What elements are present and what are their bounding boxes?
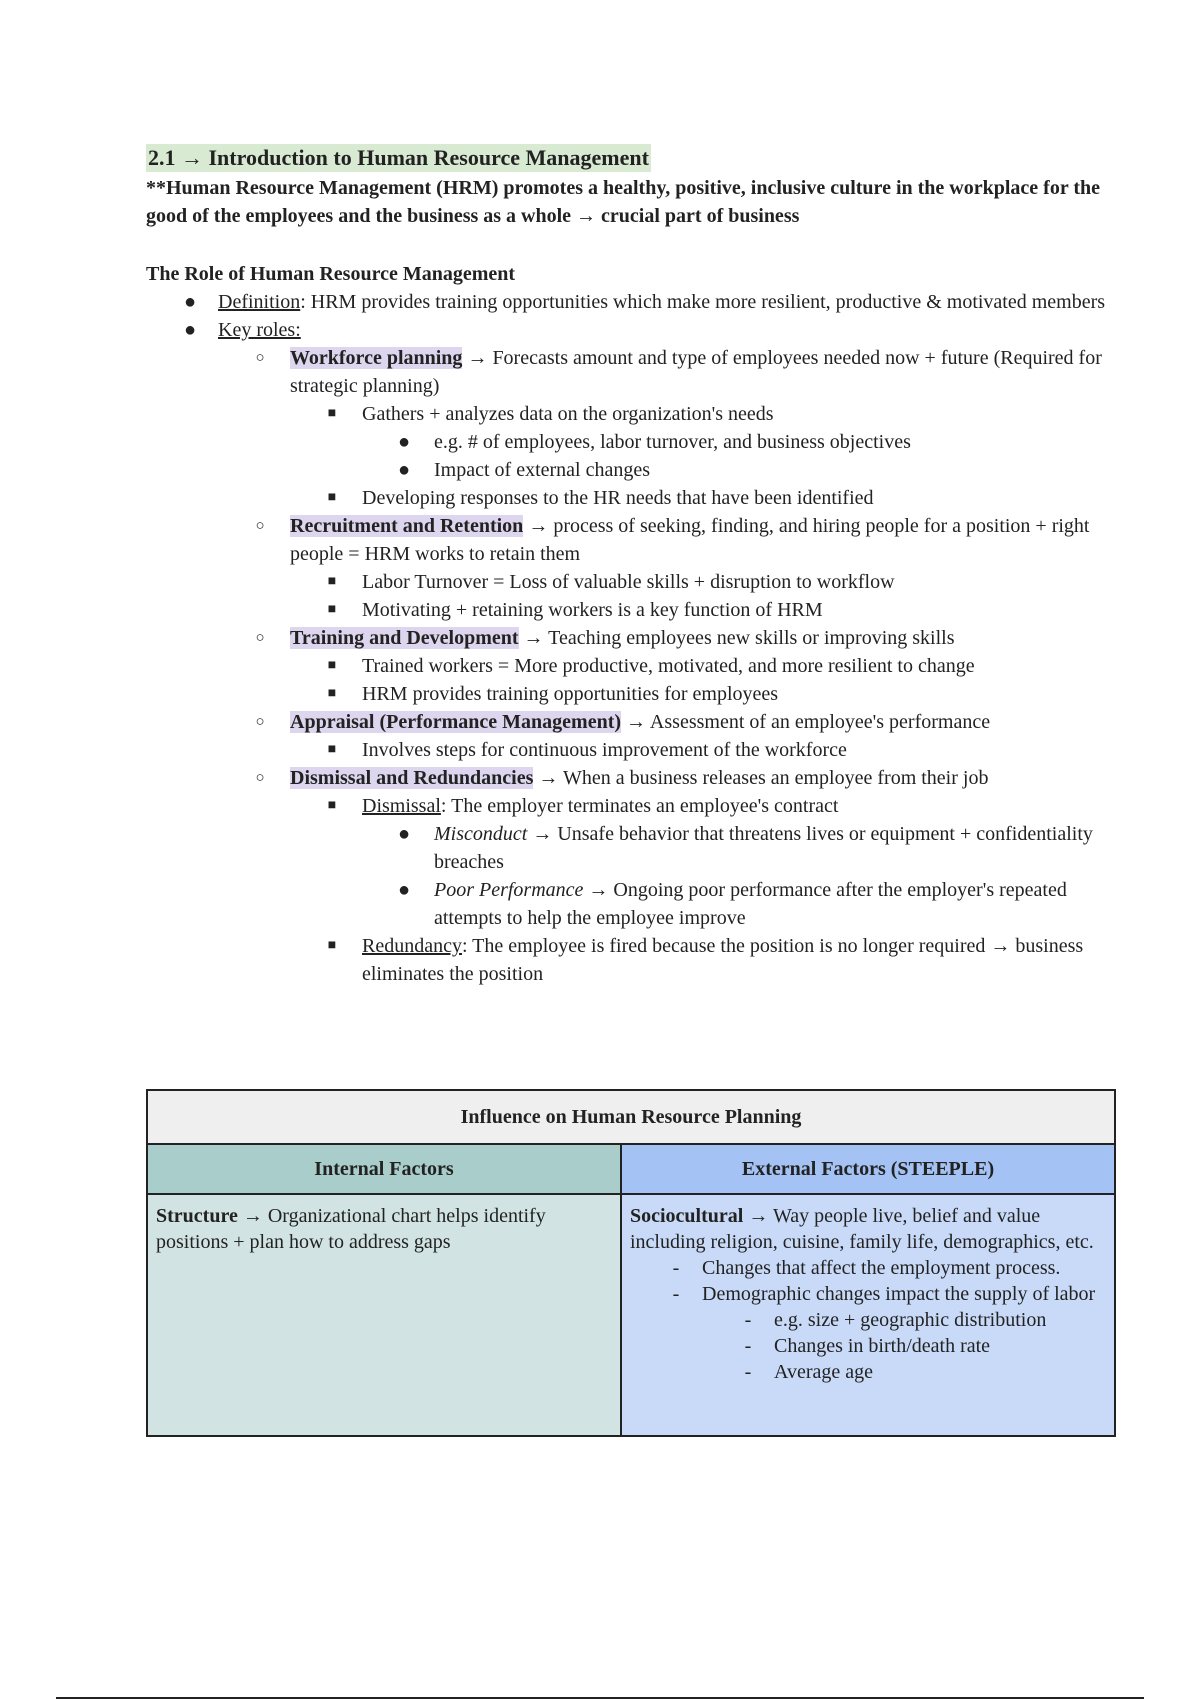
bullet-marker: ● [397,879,411,901]
structure-label: Structure [156,1205,238,1227]
sub-item [146,596,1116,624]
bullet-marker: ● [397,459,411,481]
dash-marker: - [744,1309,752,1331]
sub-item [146,652,1116,680]
intro-paragraph: **Human Resource Management (HRM) promotes a healthy, positive, inclusive culture in the workplace for the good of the employees and the business as a whole → crucial part of business [146,177,1101,227]
sub-item-text: Trained workers = More productive, motivated, and more resilient to change [362,655,975,677]
role-workforce-planning [146,344,1116,400]
square-marker: ■ [327,742,337,757]
key-roles-label: Key roles: [218,319,301,341]
dash-item [630,1255,1106,1281]
role-label: Recruitment and Retention [290,515,524,537]
sub-item-text: Gathers + analyzes data on the organization's needs [362,403,774,425]
bullet-marker: ● [183,319,197,341]
square-marker: ■ [327,798,337,813]
sub-sub-item [146,456,1116,484]
sociocultural-label: Sociocultural [630,1205,744,1227]
internal-factors-cell [147,1194,621,1436]
bullet-marker: ● [397,431,411,453]
role-appraisal [146,708,1116,736]
square-marker: ■ [327,658,337,673]
internal-factors-header: Internal Factors [147,1144,621,1194]
dash-item-text: Average age [774,1361,874,1383]
circle-marker: ○ [255,350,265,366]
page-title: 2.1 → Introduction to Human Resource Management [148,145,649,170]
hr-planning-table [146,1089,1116,1437]
page-bottom-rule [56,1697,1144,1699]
sub-item [146,400,1116,428]
square-marker: ■ [327,406,337,421]
circle-marker: ○ [255,714,265,730]
dash-item [630,1281,1106,1307]
role-label: Dismissal and Redundancies [290,767,534,789]
key-roles-item [146,316,1116,344]
sub-item [146,792,1116,820]
redundancy-label: Redundancy [362,935,462,957]
external-factors-cell [621,1194,1115,1436]
dash-sub-item [630,1359,1106,1385]
dismissal-label: Dismissal [362,795,441,817]
sub-item-text: Involves steps for continuous improvement of the workforce [362,739,847,761]
role-text: → When a business releases an employee from their job [533,767,989,789]
square-marker: ■ [327,490,337,505]
role-label: Workforce planning [290,347,463,369]
definition-label: Definition [218,291,301,313]
definition-text: : HRM provides training opportunities which make more resilient, productive & motivated members [300,291,1106,313]
structure-text: → Organizational chart helps identify positions + plan how to address gaps [156,1205,546,1253]
dash-item-text: Changes that affect the employment process. [702,1257,1061,1279]
misconduct-label: Misconduct [434,823,528,845]
sub-item-text: Developing responses to the HR needs that have been identified [362,487,874,509]
sub-sub-item [146,876,1116,932]
circle-marker: ○ [255,770,265,786]
sub-sub-item-text: e.g. # of employees, labor turnover, and business objectives [434,431,911,453]
sub-item-text: Motivating + retaining workers is a key function of HRM [362,599,823,621]
square-marker: ■ [327,938,337,953]
role-text: → Teaching employees new skills or improving skills [518,627,955,649]
sub-sub-item-text: → Ongoing poor performance after the employer's repeated attempts to help the employee improve [434,879,1067,929]
dash-item-text: Changes in birth/death rate [774,1335,991,1357]
sub-item [146,736,1116,764]
sociocultural-text: → Way people live, belief and value including religion, cuisine, family life, demographics, etc. [630,1205,1094,1253]
bullet-marker: ● [183,291,197,313]
poor-performance-label: Poor Performance [434,879,584,901]
role-text: → Forecasts amount and type of employees needed now + future (Required for strategic planning) [290,347,1102,397]
sub-sub-item-text: → Unsafe behavior that threatens lives or equipment + confidentiality breaches [434,823,1093,873]
role-text: → Assessment of an employee's performance [621,711,991,733]
sub-sub-item [146,428,1116,456]
dash-item-text: e.g. size + geographic distribution [774,1309,1047,1331]
role-recruitment-retention [146,512,1116,568]
table-caption: Influence on Human Resource Planning [147,1090,1115,1144]
external-factors-header: External Factors (STEEPLE) [621,1144,1115,1194]
dash-marker: - [672,1283,680,1305]
sub-item [146,484,1116,512]
role-text: → process of seeking, finding, and hiring people for a position + right people = HRM works to retain them [290,515,1090,565]
role-label: Training and Development [290,627,519,649]
square-marker: ■ [327,602,337,617]
role-label: Appraisal (Performance Management) [290,711,622,733]
sub-item [146,932,1116,988]
role-dismissal-redundancies [146,764,1116,792]
square-marker: ■ [327,574,337,589]
dash-sub-item [630,1333,1106,1359]
sub-item-text: : The employee is fired because the position is no longer required → business eliminates the position [362,935,1084,985]
dash-item-text: Demographic changes impact the supply of labor [702,1283,1096,1305]
dash-marker: - [744,1335,752,1357]
dash-marker: - [672,1257,680,1279]
definition-item [146,288,1116,316]
sub-item [146,680,1116,708]
bullet-marker: ● [397,823,411,845]
section-heading: The Role of Human Resource Management [146,263,516,285]
sub-sub-item [146,820,1116,876]
sub-sub-item-text: Impact of external changes [434,459,651,481]
role-training-development [146,624,1116,652]
document-page [146,144,1116,988]
circle-marker: ○ [255,630,265,646]
sub-item [146,568,1116,596]
dash-sub-item [630,1307,1106,1333]
dash-marker: - [744,1361,752,1383]
sub-item-text: Labor Turnover = Loss of valuable skills + disruption to workflow [362,571,895,593]
sub-item-text: : The employer terminates an employee's contract [440,795,839,817]
square-marker: ■ [327,686,337,701]
sub-item-text: HRM provides training opportunities for employees [362,683,779,705]
circle-marker: ○ [255,518,265,534]
